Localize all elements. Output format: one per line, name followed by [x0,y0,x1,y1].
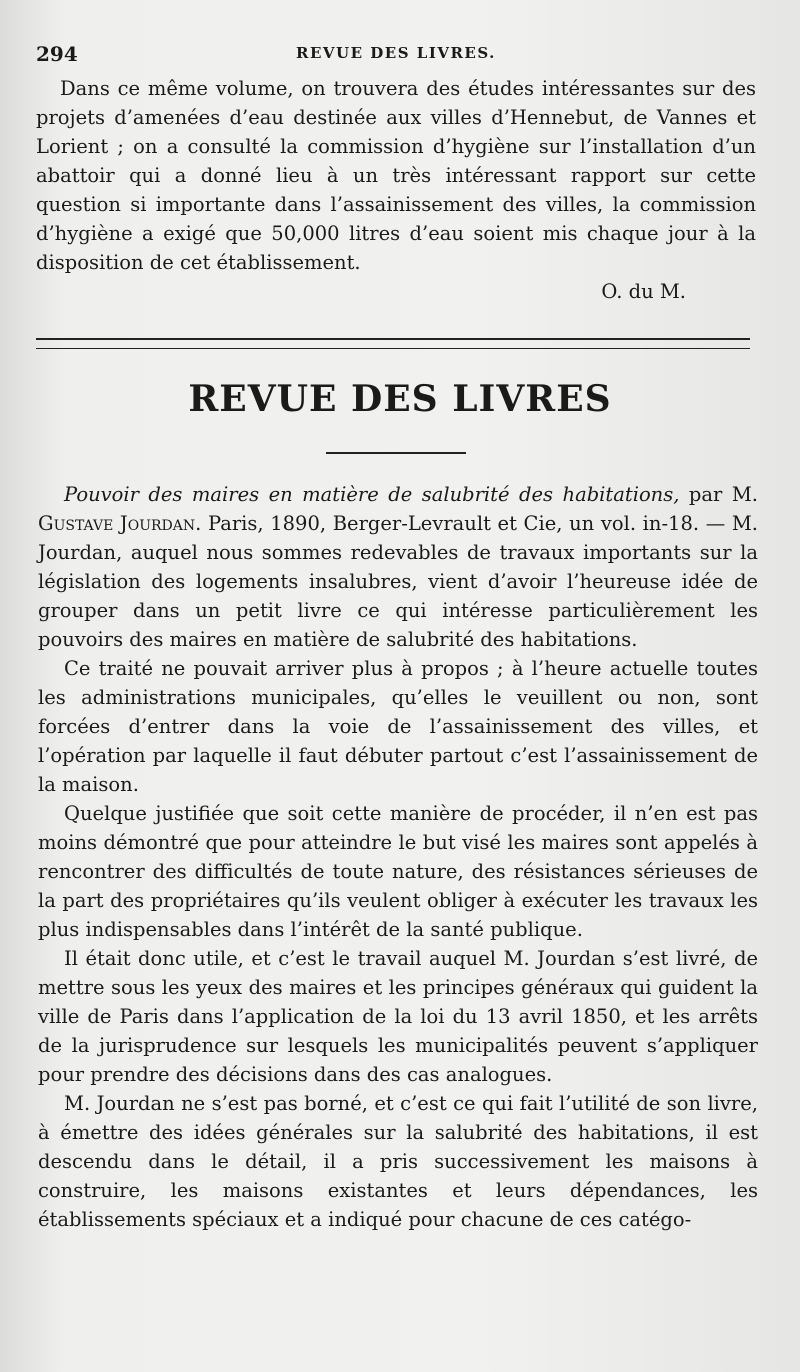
review-first-paragraph [38,480,758,654]
review-paragraph: Il était donc utile, et c’est le travail auquel M. Jourdan s’est livré, de mettre sous les yeux des maires et les principes généraux qui guident la ville de Paris dans l’application de la loi du 13 avril 1850, et les arrêts de la jurisprudence sur lesquels les municipalités peuvent s’appliquer pour prendre des décisions dans des cas analogues. [38,947,758,1086]
intro-paragraph: Dans ce même volume, on trouvera des études intéressantes sur des projets d’amenées d’eau destinée aux villes d’Hennebut, de Vannes et Lorient ; on a consulté la commission d’hygiène sur l’installation d’un abattoir qui a donné lieu à un très intéressant rapport sur cette question si importante dans l’assainissement des villes, la commission d’hygiène a exigé que 50,000 litres d’eau soient mis chaque jour à la disposition de cet établissement. [36,77,756,274]
publication-details: . Paris, 1890, Berger-Levrault et Cie, un vol. in-18. — M. Jourdan, auquel nous sommes redevables de travaux importants sur la législation des logements insalubres, vient d’avoir l’heureuse idée de grouper dans un petit livre ce qui intéresse particulièrement les pouvoirs des maires en matière de salubrité des habitations. [38,512,758,651]
intro-block [36,74,756,306]
by-label: par M. [679,483,758,506]
section-title: REVUE DES LIVRES [188,378,612,420]
review-paragraph: M. Jourdan ne s’est pas borné, et c’est ce qui fait l’utilité de son livre, à émettre des idées générales sur la salubrité des habitations, il est descendu dans le détail, il a pris successivement les maisons à construire, les maisons existantes et leurs dépendances, les établissements spéciaux et a indiqué pour chacune de ces catégo- [38,1092,758,1231]
page-header [36,38,760,68]
signature: O. du M. [601,280,686,303]
review-block [38,480,758,1234]
review-paragraph: Ce traité ne pouvait arriver plus à propos ; à l’heure actuelle toutes les administrations municipales, qu’elles le veuillent ou non, sont forcées d’entrer dans la voie de l’assainissement des villes, et l’opération par laquelle il faut débuter partout c’est l’assainissement de la maison. [38,657,758,796]
section-divider [36,338,750,349]
running-head: REVUE DES LIVRES. [296,44,496,62]
page-number: 294 [36,42,78,66]
book-title: Pouvoir des maires en matière de salubrité des habitations, [64,483,680,506]
review-paragraph: Quelque justifiée que soit cette manière de procéder, il n’en est pas moins démontré que pour atteindre le but visé les maires sont appelés à rencontrer des difficultés de toute nature, des résistances sérieuses de la part des propriétaires qu’ils veulent obliger à exécuter les travaux les plus indispensables dans l’intérêt de la santé publique. [38,802,758,941]
title-underline [326,452,466,454]
author-name: Gustave Jourdan [38,512,196,535]
